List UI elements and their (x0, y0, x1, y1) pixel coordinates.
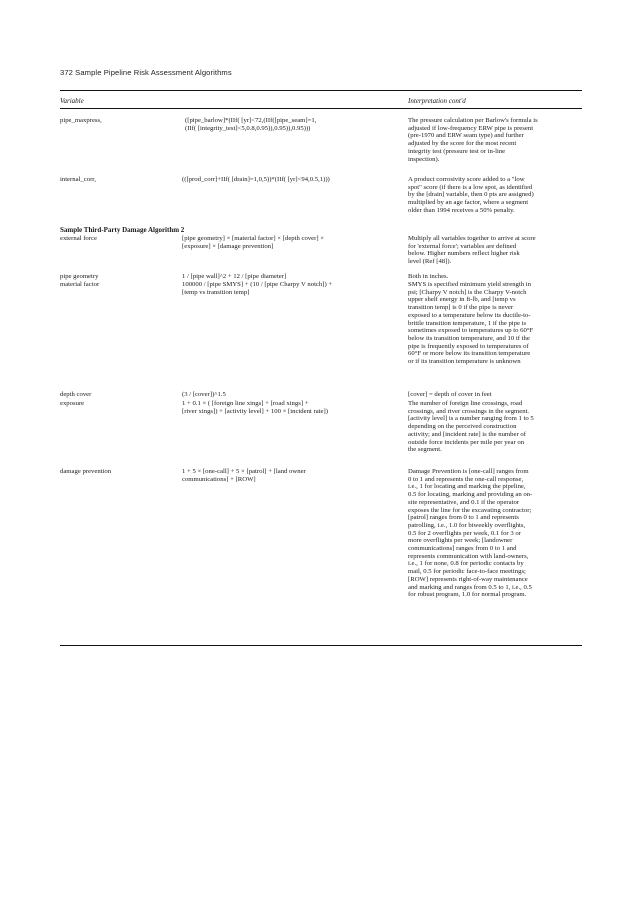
row-depth-cover-variable: depth cover (60, 391, 92, 398)
row-external-force-variable: external force (60, 235, 97, 242)
row-damage-prevention-formula: 1 + 5 × [one-call] + 5 × [patrol] + [land owner communications] + [ROW] (182, 468, 306, 483)
column-header-variable: Variable (60, 97, 84, 105)
top-rule (60, 90, 582, 91)
row-external-force-formula: [pipe geometry] × [material factor] × [depth cover] × [exposure] × [damage prevention] (182, 235, 325, 250)
row-pipe-geometry-interpretation: Both in inches. (408, 273, 449, 280)
row-material-factor-variable: material factor (60, 281, 100, 288)
row-pipe-maxpress-interpretation: The pressure calculation per Barlow's formula is adjusted if low-frequency ERW pipe is present (pre-1970 and ERW seam type) and further adjusted by the score for the most recent integrity test (pressure test or in-line inspection). (408, 117, 538, 163)
row-external-force-interpretation: Multiply all variables together to arrive at score for 'external force'; variables are defined below. Higher numbers reflect higher risk level (Ref [48]). (408, 235, 536, 266)
row-pipe-maxpress-formula: ([pipe_barlow]*(IIf( [yr]<72,(IIf([pipe_seam]=1, (IIf( [integrity_test]<5,0.8,0.95)),0.95)),0.95))) (185, 117, 317, 132)
row-exposure-formula: 1 + 0.1 × ( [foreign line xings] + [road xings] + [river xings]) + [activity level] + 100 × [incident rate]) (182, 400, 328, 415)
row-internal-corr-formula: (([prod_corr]+IIf( [drain]=1,0,5))*(IIf( [yr]<94,0.5,1))) (182, 176, 330, 183)
column-header-interpretation: Interpretation cont'd (408, 97, 466, 105)
row-damage-prevention-interpretation: Damage Prevention is [one-call] ranges from 0 to 1 and represents the one-call response, i.e., 1 for locating and marking the pipeline, 0.5 for locating, marking and providing an on- site representative, and 0.1 if the operator exposes the line for the excavating contractor; [patrol] ranges from 0 to 1 and represents patrolling, i.e., 1.0 for biweekly overflights, 0.5 for 2 overflights per week, 0.1 for 3 or more overflights per week; [landowner communications] ranges from 0 to 1 and represents communication with land-owners, i.e., 1 for none, 0.8 for periodic contacts by mail, 0.5 for periodic face-to-face meetings; [ROW] represents right-of-way maintenance and marking and ranges from 0.5 to 1, i.e., 0.5 for robust program, 1.0 for normal program. (408, 468, 533, 599)
row-damage-prevention-variable: damage prevention (60, 468, 112, 475)
row-pipe-geometry-variable: pipe geometry (60, 273, 99, 280)
row-depth-cover-formula: (3 / [cover])^1.5 (182, 391, 226, 398)
row-material-factor-formula: 100000 / [pipe SMYS] + (10 / [pipe Charpy V notch]) + [temp vs transition temp] (182, 281, 333, 296)
row-internal-corr-interpretation: A product corrosivity score added to a "low spot" score (if there is a low spot, as identified by the [drain] variable, then 0 pts are assigned) multiplied by an age factor, where a segment older than 1994 receives a 50% penalty. (408, 176, 534, 214)
section-title: Sample Third-Party Damage Algorithm 2 (60, 226, 185, 234)
row-material-factor-interpretation: SMYS is specified minimum yield strength in psi; [Charpy V notch] is the Charpy V-notch upper shelf energy in ft-lb, and [temp vs transition temp] is 0 if the pipe is never exposed to a temperature below its ductile-to- brittle transition temperature, 1 if the pipe is sometimes exposed to temperatures up to 60°F below its transition temperature, and 10 if the pipe is frequently exposed to temperatures of 60°F or more below its transition temperature or if its transition temperature is unknown (408, 281, 534, 366)
running-header: 372 Sample Pipeline Risk Assessment Algorithms (60, 68, 232, 77)
row-internal-corr-variable: internal_corr, (60, 176, 96, 183)
row-exposure-interpretation: The number of foreign line crossings, road crossings, and river crossings in the segment. [activity level] is a number ranging from 1 to 5 depending on the perceived construction activity; and [incident rate] is the number of outside force incidents per mile per year on the segment. (408, 400, 534, 454)
row-pipe-maxpress-variable: pipe_maxpress, (60, 117, 102, 124)
row-exposure-variable: exposure (60, 400, 85, 407)
bottom-rule (60, 645, 582, 646)
header-rule (60, 108, 582, 109)
row-depth-cover-interpretation: [cover] = depth of cover in feet (408, 391, 492, 398)
row-pipe-geometry-formula: 1 / [pipe wall]^2 + 12 / [pipe diameter] (182, 273, 287, 280)
